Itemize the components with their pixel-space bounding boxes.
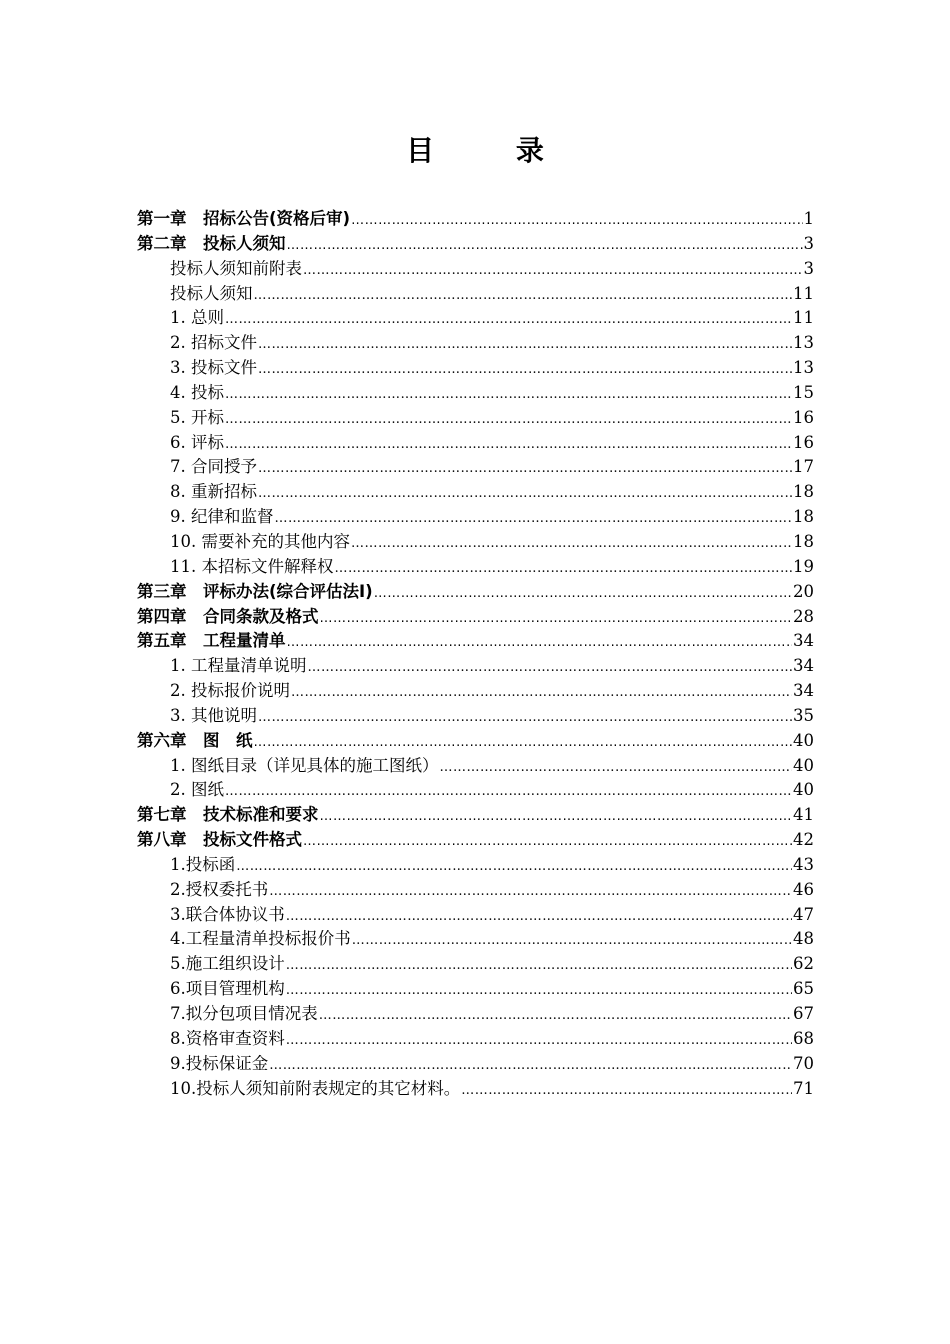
toc-section-entry[interactable] [137,654,814,679]
toc-entry-label: 投标人须知 [170,283,253,303]
toc-section-entry[interactable] [137,952,814,977]
toc-section-entry[interactable] [137,356,814,381]
toc-chapter-entry[interactable] [137,828,814,853]
toc-page-number: 43 [793,854,814,874]
toc-dot-leader [269,880,792,905]
toc-dot-leader [225,408,792,433]
toc-dot-leader [287,234,803,259]
toc-page-number: 65 [793,979,814,999]
toc-section-entry[interactable] [137,505,814,530]
toc-chapter-entry[interactable] [137,629,814,654]
toc-entry-label: 2. 图纸 [170,780,224,800]
toc-entry-label: 5.施工组织设计 [170,954,285,974]
toc-page-number: 67 [793,1004,814,1023]
toc-entry-label: 第三章 评标办法(综合评估法Ⅰ) [137,581,373,601]
toc-page-number: 18 [793,482,814,502]
page-title: 目 录 [406,134,580,167]
toc-entry-label: 第二章 投标人须知 [137,233,286,253]
toc-dot-leader [254,284,793,309]
toc-page-number: 20 [793,581,814,601]
toc-entry-label: 1. 总则 [170,308,224,328]
toc-entry-label: 4.工程量清单投标报价书 [170,929,351,949]
toc-dot-leader [286,954,792,979]
toc-section-entry[interactable] [137,406,814,431]
toc-section-entry[interactable] [137,679,814,704]
toc-page-number: 1 [803,209,814,228]
toc-dot-leader [258,482,792,507]
toc-dot-leader [225,308,792,333]
toc-dot-leader [352,929,792,954]
toc-section-entry[interactable] [137,778,814,803]
toc-page-number: 11 [793,283,814,303]
toc-page-number: 35 [793,705,814,725]
toc-entry-label: 4. 投标 [170,382,224,402]
toc-dot-leader [461,1079,792,1104]
toc-section-entry[interactable] [137,306,814,331]
toc-section-entry[interactable] [137,1077,814,1102]
toc-dot-leader [286,979,792,1004]
toc-dot-leader [258,358,792,383]
toc-dot-leader [320,805,793,830]
toc-section-entry[interactable] [137,381,814,406]
toc-entry-label: 10.投标人须知前附表规定的其它材料。 [170,1078,461,1098]
toc-page-number: 13 [793,333,814,353]
toc-entry-label: 7. 合同授予 [170,457,257,477]
toc-page-number: 3 [803,233,814,253]
toc-section-entry[interactable] [137,431,814,456]
toc-entry-label: 1. 图纸目录（详见具体的施工图纸） [170,755,439,775]
toc-dot-leader [258,333,792,358]
toc-section-entry[interactable] [137,704,814,729]
toc-dot-leader [225,383,792,408]
toc-page-number: 18 [793,507,814,527]
toc-page-number: 62 [793,954,814,974]
toc-entry-label: 第五章 工程量清单 [137,631,286,651]
toc-page-number: 70 [793,1053,814,1073]
toc-page-number: 16 [793,407,814,427]
toc-chapter-entry[interactable] [137,580,814,605]
toc-dot-leader [351,532,792,557]
toc-entry-label: 8. 重新招标 [170,482,257,502]
toc-dot-leader [303,830,792,855]
toc-page-number: 16 [793,432,814,452]
toc-entry-label: 11. 本招标文件解释权 [170,556,334,576]
toc-section-entry[interactable] [137,1027,814,1052]
toc-chapter-entry[interactable] [137,232,814,257]
toc-section-entry[interactable] [137,977,814,1002]
toc-dot-leader [286,905,792,930]
toc-section-entry[interactable] [137,282,814,307]
toc-dot-leader [303,259,803,284]
toc-dot-leader [236,855,792,880]
toc-dot-leader [258,706,792,731]
toc-entry-label: 6.项目管理机构 [170,979,285,999]
toc-dot-leader [440,756,793,781]
toc-page-number: 47 [793,904,814,924]
toc-dot-leader [335,557,793,582]
toc-section-entry[interactable] [137,927,814,952]
toc-page-number: 18 [793,531,814,551]
toc-entry-label: 3. 其他说明 [170,705,257,725]
toc-section-entry[interactable] [137,903,814,928]
toc-page-number: 40 [793,780,814,800]
toc-entry-label: 2.授权委托书 [170,879,269,899]
toc-entry-label: 9. 纪律和监督 [170,507,274,527]
toc-section-entry[interactable] [137,331,814,356]
toc-section-entry[interactable] [137,480,814,505]
toc-entry-label: 第四章 合同条款及格式 [137,606,319,626]
toc-dot-leader [225,780,792,805]
toc-dot-leader [374,582,792,607]
toc-page-number: 17 [793,457,814,477]
toc-dot-leader [269,1054,792,1079]
toc-page-number: 34 [793,681,814,701]
toc-entry-label: 1. 工程量清单说明 [170,656,307,676]
toc-dot-leader [258,457,792,482]
toc-dot-leader [291,681,792,706]
toc-entry-label: 10. 需要补充的其他内容 [170,531,350,551]
toc-page-number: 40 [793,730,814,750]
toc-entry-label: 第八章 投标文件格式 [137,830,302,850]
toc-entry-label: 8.资格审查资料 [170,1028,285,1048]
toc-page-number: 46 [793,879,814,899]
toc-dot-leader [254,731,793,756]
toc-dot-leader [351,209,802,234]
toc-chapter-entry[interactable] [137,605,814,630]
toc-entry-label: 3. 投标文件 [170,358,257,378]
toc-section-entry[interactable] [137,1052,814,1077]
toc-section-entry[interactable] [137,754,814,779]
toc-entry-label: 5. 开标 [170,407,224,427]
toc-chapter-entry[interactable] [137,207,814,232]
toc-page-number: 40 [793,755,814,775]
toc-entry-label: 1.投标函 [170,854,236,874]
toc-entry-label: 第一章 招标公告(资格后审) [137,209,351,228]
toc-chapter-entry[interactable] [137,729,814,754]
toc-section-entry[interactable] [137,878,814,903]
toc-entry-label: 投标人须知前附表 [170,258,302,278]
toc-entry-label: 9.投标保证金 [170,1053,269,1073]
toc-chapter-entry[interactable] [137,803,814,828]
toc-section-entry[interactable] [137,257,814,282]
toc-dot-leader [308,656,793,681]
toc-page-number: 3 [803,258,814,278]
toc-page-number: 34 [793,656,814,676]
toc-dot-leader [275,507,793,532]
toc-section-entry[interactable] [137,1002,814,1027]
toc-entry-label: 第六章 图 纸 [137,730,253,750]
toc-page-number: 19 [793,556,814,576]
toc-entry-label: 7.拟分包项目情况表 [170,1004,318,1023]
toc-entry-label: 6. 评标 [170,432,224,452]
toc-dot-leader [286,1029,792,1054]
table-of-contents [137,207,814,1101]
toc-dot-leader [319,1004,792,1029]
toc-entry-label: 3.联合体协议书 [170,904,285,924]
toc-page-number: 15 [793,382,814,402]
toc-page-number: 48 [793,929,814,949]
toc-section-entry[interactable] [137,853,814,878]
toc-page-number: 28 [793,606,814,626]
toc-page-number: 13 [793,358,814,378]
toc-entry-label: 第七章 技术标准和要求 [137,805,319,825]
toc-page-number: 11 [793,308,814,328]
toc-entry-label: 2. 招标文件 [170,333,257,353]
toc-page-number: 42 [793,830,814,850]
toc-page-number: 41 [793,805,814,825]
toc-dot-leader [287,631,793,656]
toc-page-number: 71 [793,1078,814,1098]
toc-section-entry[interactable] [137,530,814,555]
toc-entry-label: 2. 投标报价说明 [170,681,290,701]
toc-section-entry[interactable] [137,555,814,580]
toc-dot-leader [225,433,792,458]
toc-section-entry[interactable] [137,455,814,480]
toc-page-number: 34 [793,631,814,651]
toc-page-number: 68 [793,1028,814,1048]
toc-dot-leader [320,607,793,632]
